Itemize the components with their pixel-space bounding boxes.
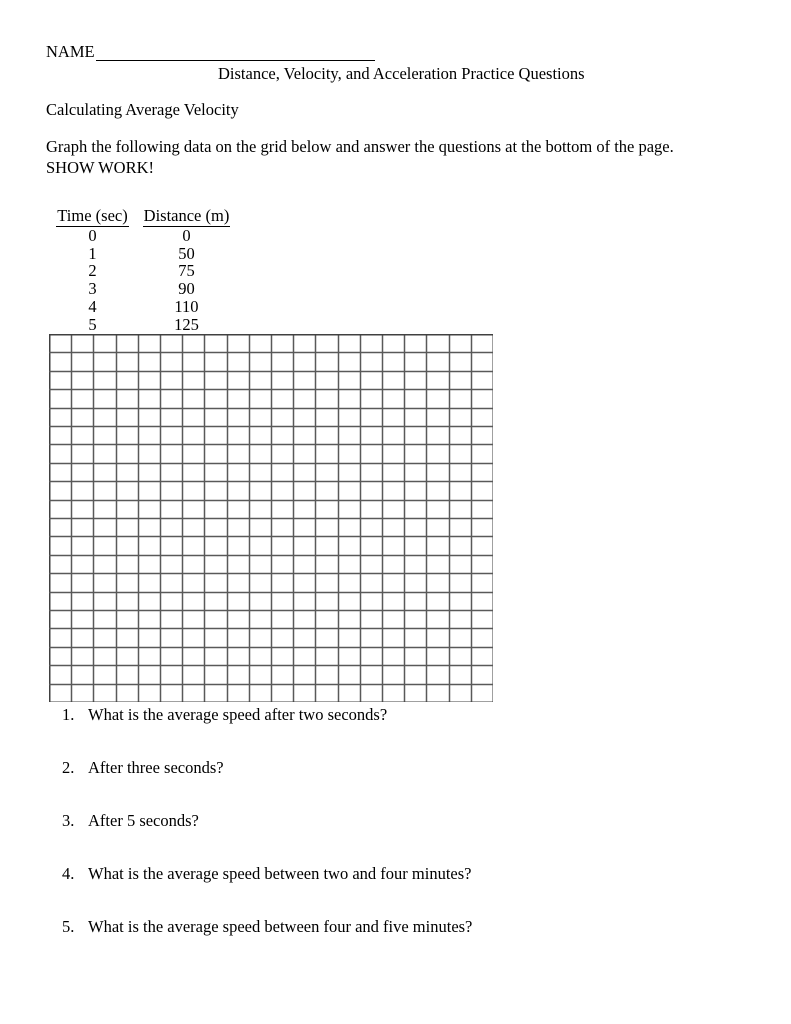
cell-distance: 50 bbox=[178, 243, 195, 263]
questions-list bbox=[62, 705, 712, 970]
question-text: What is the average speed between four and five minutes? bbox=[88, 917, 473, 936]
question-number: 4. bbox=[62, 864, 75, 883]
column-header-distance-label: Distance (m) bbox=[143, 206, 230, 225]
question-item bbox=[62, 917, 712, 936]
question-number: 2. bbox=[62, 758, 75, 777]
cell-distance: 125 bbox=[174, 314, 199, 334]
column-header-distance bbox=[139, 207, 234, 227]
instructions-paragraph: Graph the following data on the grid below and answer the questions at the bottom of the page. SHOW WORK! bbox=[46, 137, 674, 177]
name-field-row bbox=[46, 43, 375, 61]
question-text: After 5 seconds? bbox=[88, 811, 199, 830]
table-header bbox=[46, 207, 234, 227]
question-item bbox=[62, 864, 712, 883]
table-row bbox=[46, 262, 234, 280]
table-row bbox=[46, 316, 234, 334]
name-input-blank[interactable] bbox=[96, 45, 375, 61]
cell-distance: 0 bbox=[182, 225, 191, 245]
cell-distance: 90 bbox=[178, 279, 195, 299]
cell-time: 1 bbox=[88, 243, 97, 263]
question-item bbox=[62, 705, 712, 724]
table-header-row bbox=[46, 207, 234, 227]
name-label: NAME bbox=[46, 42, 95, 61]
cell-distance: 75 bbox=[178, 261, 195, 281]
table-row bbox=[46, 245, 234, 263]
cell-time: 2 bbox=[88, 261, 97, 281]
question-text: What is the average speed between two and four minutes? bbox=[88, 864, 472, 883]
data-table bbox=[46, 207, 234, 334]
question-text: After three seconds? bbox=[88, 758, 224, 777]
question-number: 5. bbox=[62, 917, 75, 936]
column-header-time bbox=[46, 207, 139, 227]
graph-grid-canvas[interactable] bbox=[49, 334, 493, 702]
cell-distance: 110 bbox=[174, 296, 199, 316]
question-number: 1. bbox=[62, 705, 75, 724]
table-row bbox=[46, 280, 234, 298]
question-number: 3. bbox=[62, 811, 75, 830]
table-body bbox=[46, 227, 234, 334]
cell-time: 0 bbox=[88, 225, 97, 245]
question-item bbox=[62, 758, 712, 777]
table-row bbox=[46, 298, 234, 316]
cell-time: 5 bbox=[88, 314, 97, 334]
question-item bbox=[62, 811, 712, 830]
section-heading: Calculating Average Velocity bbox=[46, 100, 239, 119]
question-text: What is the average speed after two seconds? bbox=[88, 705, 388, 724]
column-header-time-label: Time (sec) bbox=[57, 206, 128, 225]
page-title: Distance, Velocity, and Acceleration Practice Questions bbox=[218, 64, 585, 83]
graph-grid[interactable] bbox=[49, 334, 493, 702]
cell-time: 3 bbox=[88, 279, 97, 299]
table-row bbox=[46, 227, 234, 245]
cell-time: 4 bbox=[88, 296, 97, 316]
